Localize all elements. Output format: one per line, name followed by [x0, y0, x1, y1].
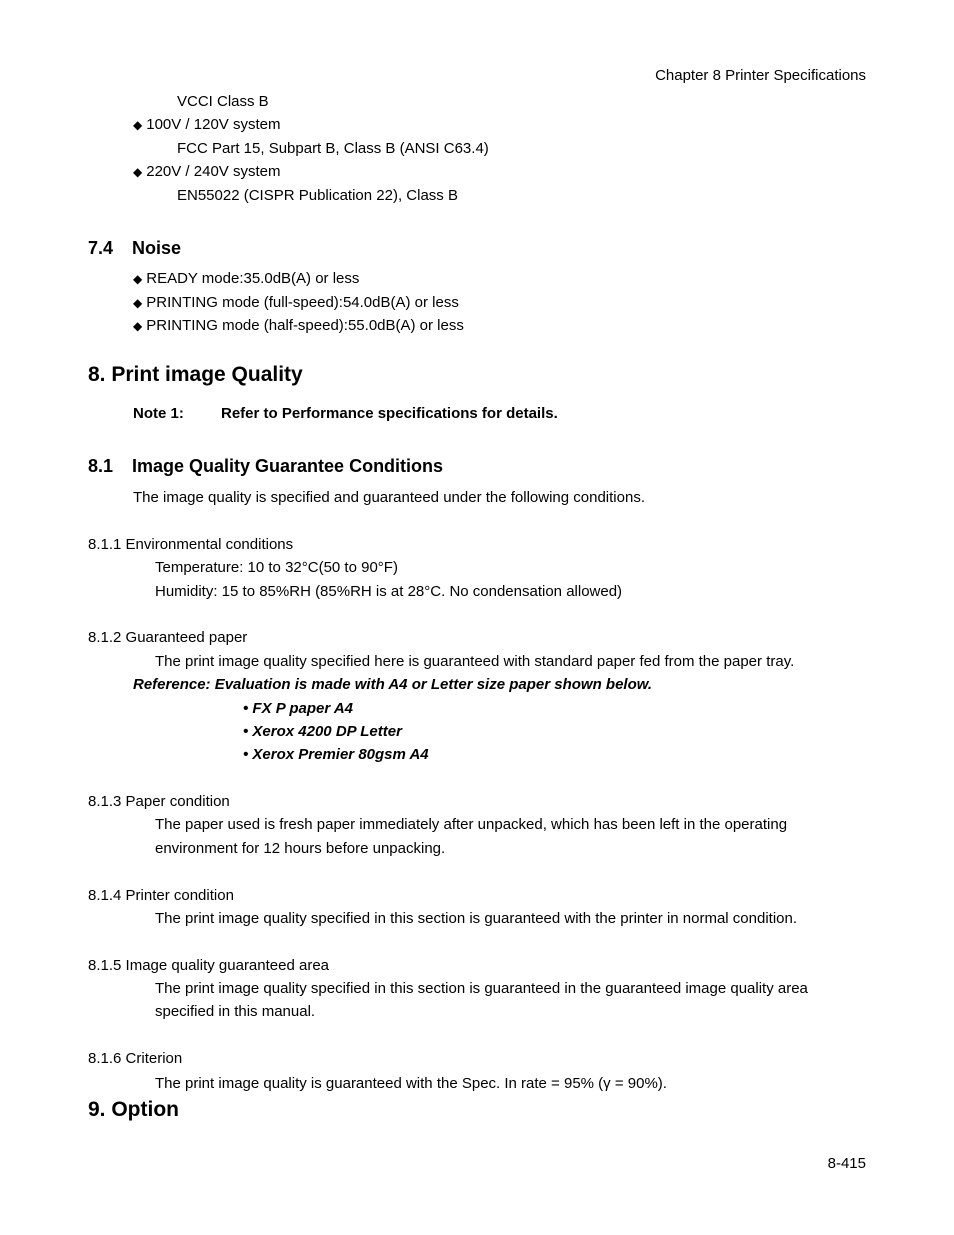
subsection-heading: 8.1.1 Environmental conditions — [88, 536, 294, 553]
note-text: Refer to Performance specifications for details. — [221, 405, 558, 422]
subsection-heading: 8.1.5 Image quality guaranteed area — [88, 957, 330, 974]
paper-item: • FX P paper A4 — [243, 700, 354, 717]
vcci-line: VCCI Class B — [177, 93, 269, 110]
emc-item-label: ◆ 100V / 120V system — [133, 116, 280, 134]
paragraph: The print image quality is guaranteed with the Spec. In rate = 95% (γ = 90%). — [155, 1075, 667, 1092]
noise-item: ◆ READY mode:35.0dB(A) or less — [133, 270, 359, 288]
subsection-heading: 8.1.6 Criterion — [88, 1050, 183, 1067]
section-heading: Noise — [132, 238, 182, 258]
chapter-heading: 9. Option — [88, 1098, 179, 1121]
paragraph: The print image quality specified in this section is guaranteed in the guaranteed image quality area — [155, 980, 808, 997]
paper-item: • Xerox 4200 DP Letter — [243, 723, 402, 740]
subsection-heading: 8.1.4 Printer condition — [88, 887, 234, 904]
paper-item: • Xerox Premier 80gsm A4 — [243, 746, 429, 763]
running-header: Chapter 8 Printer Specifications — [655, 67, 866, 84]
subsection-heading: 8.1.3 Paper condition — [88, 793, 230, 810]
section-intro: The image quality is specified and guaranteed under the following conditions. — [133, 489, 645, 506]
paragraph: environment for 12 hours before unpacking. — [155, 840, 446, 857]
temperature-spec: Temperature: 10 to 32°C(50 to 90°F) — [155, 559, 398, 576]
paragraph: The print image quality specified here is guaranteed with standard paper fed from the paper tray. — [155, 653, 795, 670]
emc-item-detail: EN55022 (CISPR Publication 22), Class B — [177, 187, 458, 204]
paragraph: The print image quality specified in this section is guaranteed with the printer in normal condition. — [155, 910, 798, 927]
paragraph: The paper used is fresh paper immediately after unpacked, which has been left in the operating — [155, 816, 788, 833]
chapter-heading: 8. Print image Quality — [88, 363, 303, 386]
page-number: 8-415 — [827, 1155, 866, 1172]
note-label: Note 1: — [133, 405, 184, 422]
reference-note: Reference: Evaluation is made with A4 or Letter size paper shown below. — [133, 676, 653, 693]
emc-item-label: ◆ 220V / 240V system — [133, 163, 280, 181]
section-heading: Image Quality Guarantee Conditions — [132, 456, 444, 476]
emc-item-detail: FCC Part 15, Subpart B, Class B (ANSI C63.4) — [177, 140, 489, 157]
section-number: 7.4 — [88, 238, 114, 258]
section-number: 8.1 — [88, 456, 114, 476]
noise-item: ◆ PRINTING mode (half-speed):55.0dB(A) or less — [133, 317, 464, 335]
paragraph: specified in this manual. — [155, 1003, 316, 1020]
noise-item: ◆ PRINTING mode (full-speed):54.0dB(A) or less — [133, 294, 459, 312]
subsection-heading: 8.1.2 Guaranteed paper — [88, 629, 248, 646]
humidity-spec: Humidity: 15 to 85%RH (85%RH is at 28°C. No condensation allowed) — [155, 583, 623, 600]
